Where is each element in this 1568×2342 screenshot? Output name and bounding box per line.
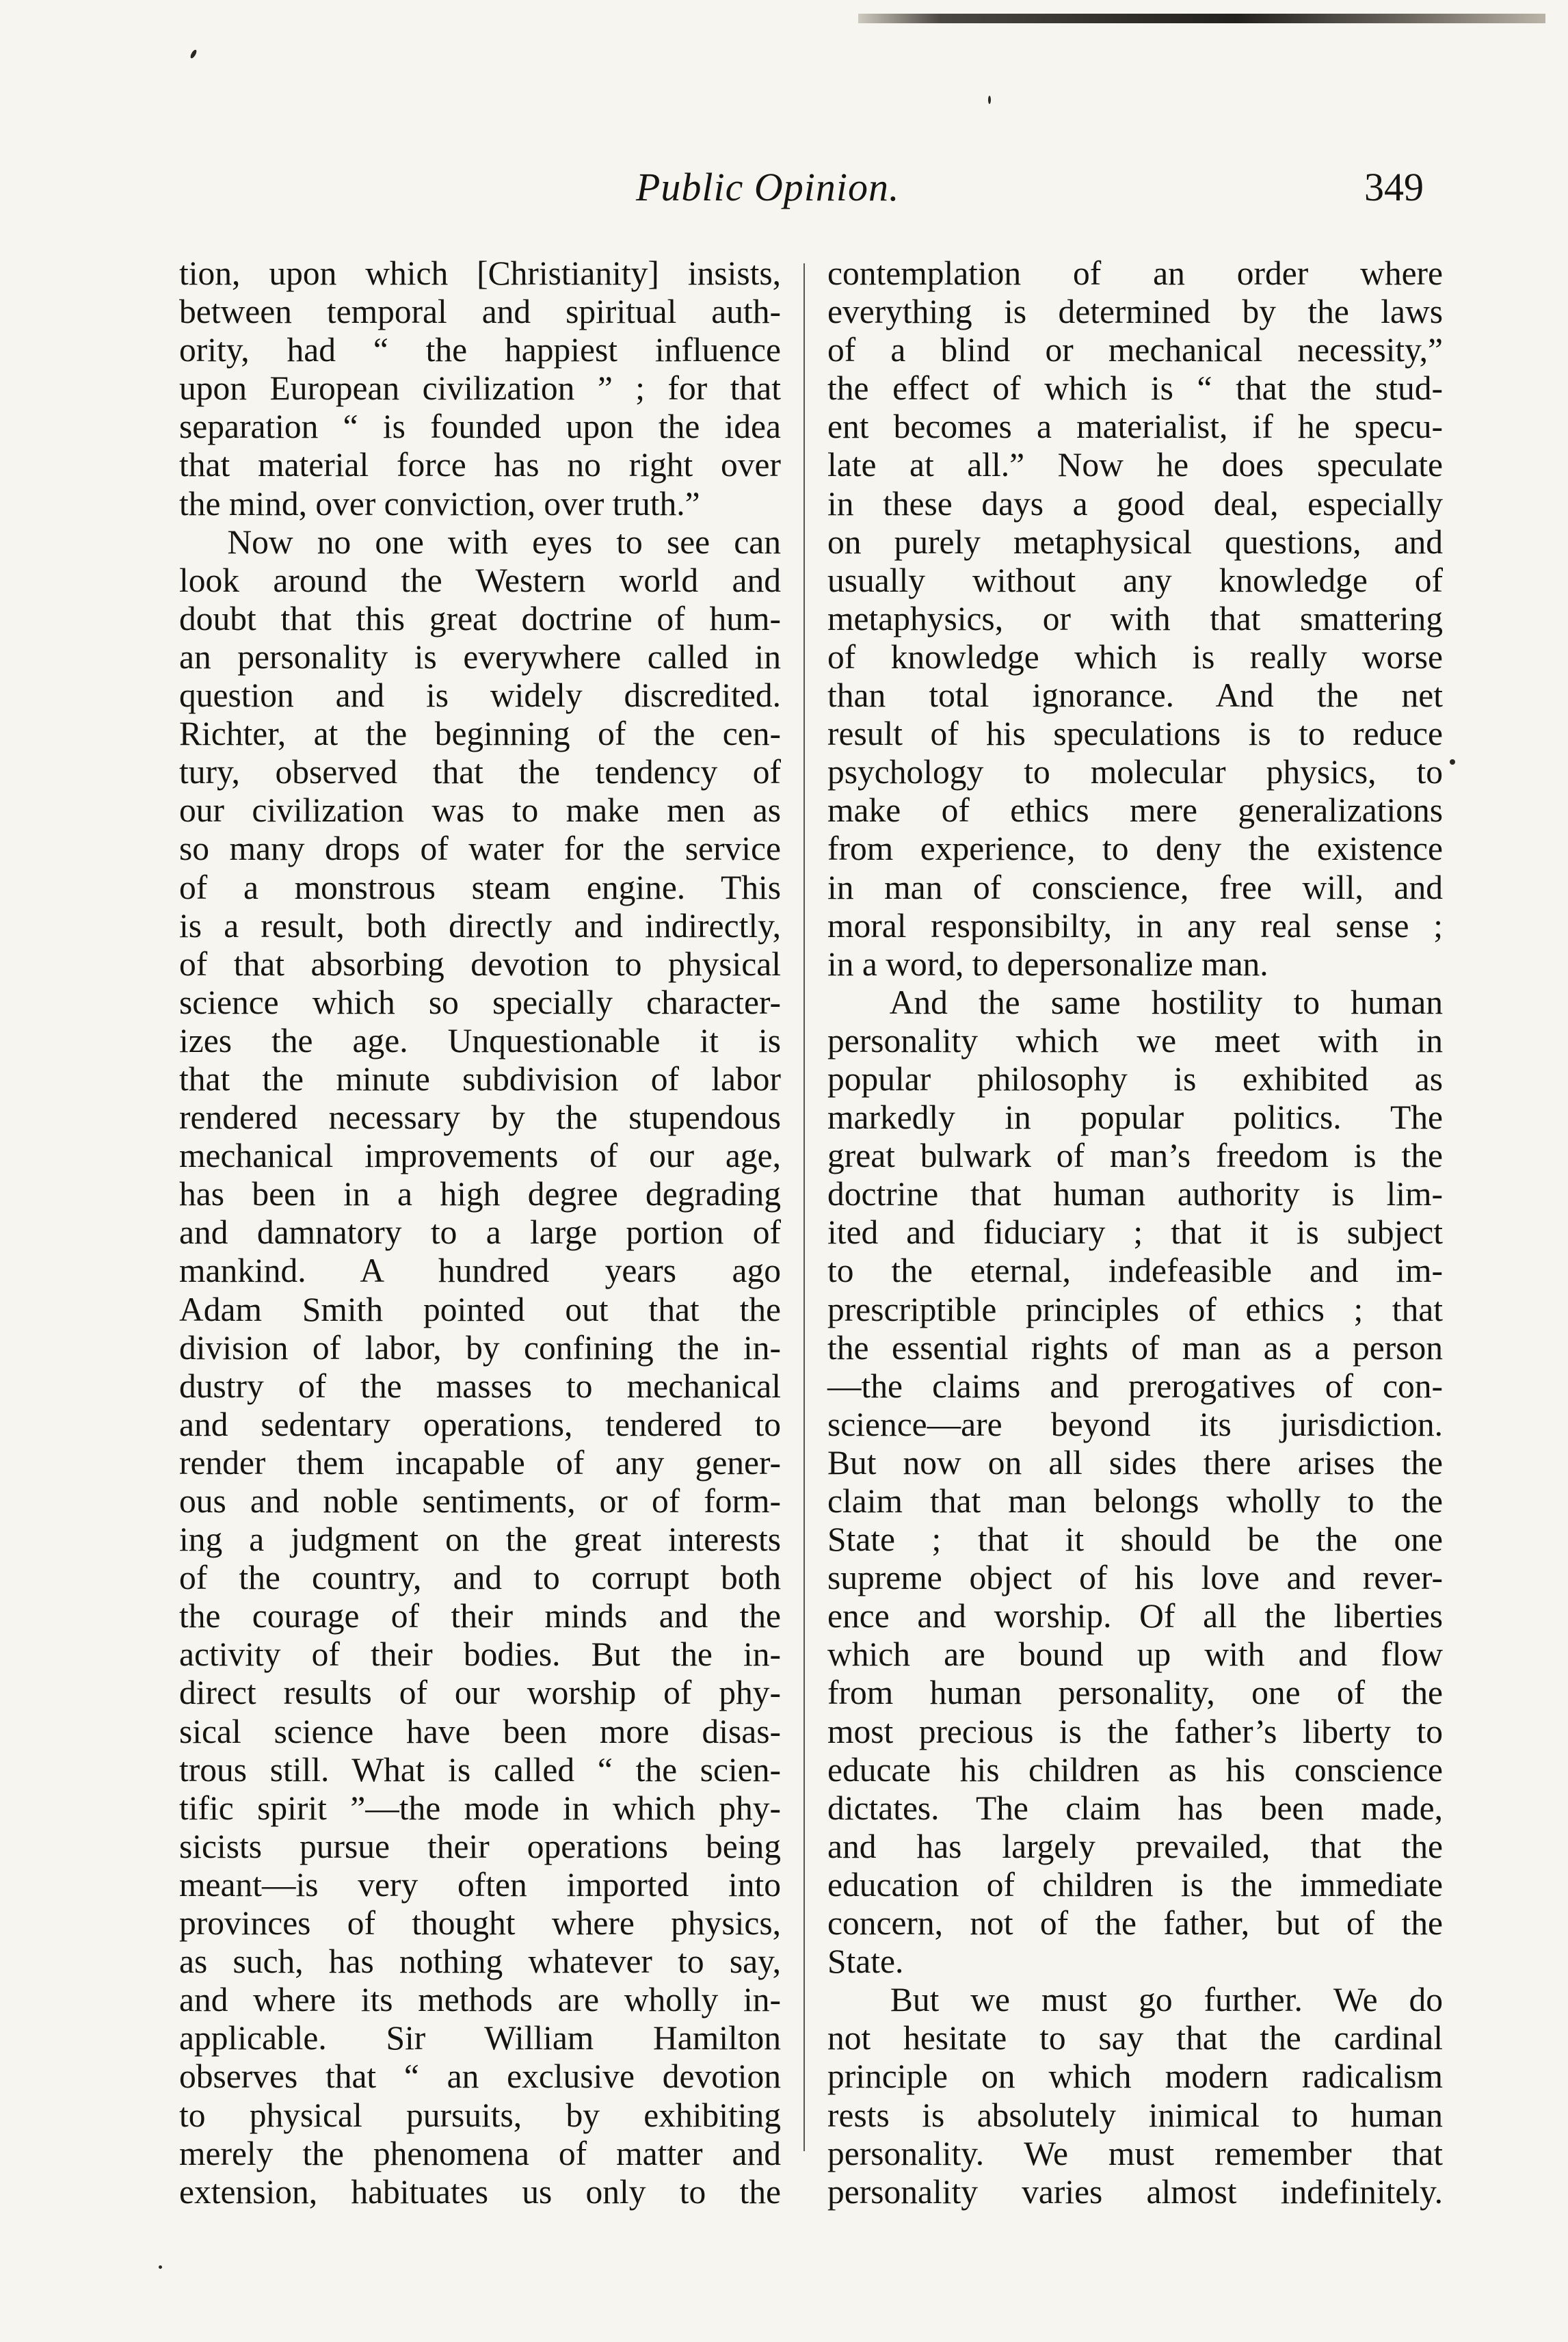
- text-line: direct results of our worship of phy-: [179, 1674, 781, 1712]
- text-line: division of labor, by confining the in-: [179, 1328, 781, 1367]
- left-text-column: [179, 254, 781, 2211]
- text-line: and has largely prevailed, that the: [827, 1827, 1443, 1865]
- text-line: metaphysics, or with that smattering: [827, 599, 1443, 637]
- text-line: ing a judgment on the great interests: [179, 1521, 781, 1559]
- text-line: so many drops of water for the service: [179, 830, 781, 868]
- scan-edge-rule: [858, 14, 1545, 23]
- text-line: the essential rights of man as a person: [827, 1328, 1443, 1367]
- text-line: moral responsibilty, in any real sense ;: [827, 906, 1443, 945]
- text-line: from experience, to deny the existence: [827, 830, 1443, 868]
- text-line: in man of conscience, free will, and: [827, 868, 1443, 906]
- text-line: which are bound up with and flow: [827, 1635, 1443, 1674]
- text-line: most precious is the father’s liberty to: [827, 1712, 1443, 1750]
- text-line: usually without any knowledge of: [827, 561, 1443, 599]
- ink-speck: [1450, 759, 1455, 765]
- text-line: upon European civilization ” ; for that: [179, 369, 781, 408]
- text-line: that the minute subdivision of labor: [179, 1060, 781, 1098]
- text-line: merely the phenomena of matter and: [179, 2134, 781, 2172]
- text-line: ence and worship. Of all the liberties: [827, 1597, 1443, 1635]
- text-line: personality. We must remember that: [827, 2134, 1443, 2172]
- text-line: to physical pursuits, by exhibiting: [179, 2096, 781, 2134]
- text-line: and where its methods are wholly in-: [179, 1981, 781, 2019]
- text-line: ited and fiduciary ; that it is subject: [827, 1213, 1443, 1252]
- text-line: science—are beyond its jurisdiction.: [827, 1405, 1443, 1443]
- page-number: 349: [1364, 165, 1424, 209]
- text-line: the mind, over conviction, over truth.”: [179, 484, 700, 523]
- text-line: doubt that this great doctrine of hum-: [179, 599, 781, 637]
- text-line: render them incapable of any gener-: [179, 1443, 781, 1482]
- text-line: the courage of their minds and the: [179, 1597, 781, 1635]
- text-line: State ; that it should be the one: [827, 1521, 1443, 1559]
- text-line: that material force has no right over: [179, 446, 781, 484]
- text-line: State.: [827, 1943, 904, 1981]
- text-line: separation “ is founded upon the idea: [179, 408, 781, 446]
- text-line: dustry of the masses to mechanical: [179, 1367, 781, 1405]
- right-text-column: [827, 254, 1443, 2211]
- text-line: activity of their bodies. But the in-: [179, 1635, 781, 1674]
- text-line: and damnatory to a large portion of: [179, 1213, 781, 1252]
- text-line: result of his speculations is to reduce: [827, 715, 1443, 753]
- text-line: make of ethics mere generalizations: [827, 791, 1443, 830]
- text-line: psychology to molecular physics, to: [827, 753, 1443, 791]
- text-line: not hesitate to say that the cardinal: [827, 2019, 1443, 2057]
- text-line: sical science have been more disas-: [179, 1712, 781, 1750]
- text-line: supreme object of his love and rever-: [827, 1559, 1443, 1597]
- text-line: principle on which modern radicalism: [827, 2057, 1443, 2096]
- text-line: of a blind or mechanical necessity,”: [827, 331, 1443, 369]
- text-line: than total ignorance. And the net: [827, 676, 1443, 715]
- text-line: concern, not of the father, but of the: [827, 1904, 1443, 1943]
- text-line: from human personality, one of the: [827, 1674, 1443, 1712]
- text-line: contemplation of an order where: [827, 254, 1443, 292]
- text-line: tury, observed that the tendency of: [179, 753, 781, 791]
- text-line: of that absorbing devotion to physical: [179, 945, 781, 983]
- text-line: Adam Smith pointed out that the: [179, 1290, 781, 1328]
- text-line: markedly in popular politics. The: [827, 1098, 1443, 1137]
- text-line: observes that “ an exclusive devotion: [179, 2057, 781, 2096]
- text-line: ority, had “ the happiest influence: [179, 331, 781, 369]
- text-line: personality which we meet with in: [827, 1021, 1443, 1060]
- text-line: is a result, both directly and indirectly,: [179, 906, 781, 945]
- text-line: educate his children as his conscience: [827, 1750, 1443, 1789]
- text-line: between temporal and spiritual auth-: [179, 293, 781, 331]
- text-line: of a monstrous steam engine. This: [179, 868, 781, 906]
- text-line: tific spirit ”—the mode in which phy-: [179, 1789, 781, 1827]
- text-line: tion, upon which [Christianity] insists,: [179, 254, 781, 292]
- text-line: Now no one with eyes to see can: [179, 523, 781, 561]
- column-divider: [803, 263, 805, 2151]
- text-line: in a word, to depersonalize man.: [827, 945, 1268, 983]
- text-line: an personality is everywhere called in: [179, 637, 781, 676]
- text-line: rests is absolutely inimical to human: [827, 2096, 1443, 2134]
- text-line: of knowledge which is really worse: [827, 637, 1443, 676]
- text-line: personality varies almost indefinitely.: [827, 2172, 1443, 2211]
- text-line: —the claims and prerogatives of con-: [827, 1367, 1443, 1405]
- text-line: sicists pursue their operations being: [179, 1827, 781, 1865]
- ink-speck: [988, 96, 991, 104]
- text-line: And the same hostility to human: [827, 983, 1443, 1021]
- text-line: late at all.” Now he does speculate: [827, 446, 1443, 484]
- text-line: applicable. Sir William Hamilton: [179, 2019, 781, 2057]
- text-line: But now on all sides there arises the: [827, 1443, 1443, 1482]
- text-line: ent becomes a materialist, if he specu-: [827, 408, 1443, 446]
- text-line: has been in a high degree degrading: [179, 1175, 781, 1213]
- text-line: Richter, at the beginning of the cen-: [179, 715, 781, 753]
- text-line: claim that man belongs wholly to the: [827, 1482, 1443, 1520]
- text-line: of the country, and to corrupt both: [179, 1559, 781, 1597]
- text-line: rendered necessary by the stupendous: [179, 1098, 781, 1137]
- text-line: mankind. A hundred years ago: [179, 1252, 781, 1290]
- text-line: popular philosophy is exhibited as: [827, 1060, 1443, 1098]
- text-line: ous and noble sentiments, or of form-: [179, 1482, 781, 1520]
- text-line: on purely metaphysical questions, and: [827, 523, 1443, 561]
- text-line: and sedentary operations, tendered to: [179, 1405, 781, 1443]
- text-line: doctrine that human authority is lim-: [827, 1175, 1443, 1213]
- text-line: great bulwark of man’s freedom is the: [827, 1137, 1443, 1175]
- text-line: izes the age. Unquestionable it is: [179, 1021, 781, 1060]
- text-line: question and is widely discredited.: [179, 676, 781, 715]
- text-line: the effect of which is “ that the stud-: [827, 369, 1443, 408]
- text-line: to the eternal, indefeasible and im-: [827, 1252, 1443, 1290]
- text-line: trous still. What is called “ the scien-: [179, 1750, 781, 1789]
- text-line: look around the Western world and: [179, 561, 781, 599]
- ink-speck: [189, 49, 198, 59]
- ink-speck: [159, 2265, 162, 2269]
- text-line: But we must go further. We do: [827, 1981, 1443, 2019]
- text-line: extension, habituates us only to the: [179, 2172, 781, 2211]
- text-line: dictates. The claim has been made,: [827, 1789, 1443, 1827]
- text-line: science which so specially character-: [179, 983, 781, 1021]
- text-line: education of children is the immediate: [827, 1865, 1443, 1904]
- text-line: in these days a good deal, especially: [827, 484, 1443, 523]
- text-line: meant—is very often imported into: [179, 1865, 781, 1904]
- running-head: Public Opinion.: [636, 165, 900, 209]
- text-line: our civilization was to make men as: [179, 791, 781, 830]
- text-line: everything is determined by the laws: [827, 293, 1443, 331]
- text-line: provinces of thought where physics,: [179, 1904, 781, 1943]
- text-line: mechanical improvements of our age,: [179, 1137, 781, 1175]
- text-line: as such, has nothing whatever to say,: [179, 1943, 781, 1981]
- text-line: prescriptible principles of ethics ; that: [827, 1290, 1443, 1328]
